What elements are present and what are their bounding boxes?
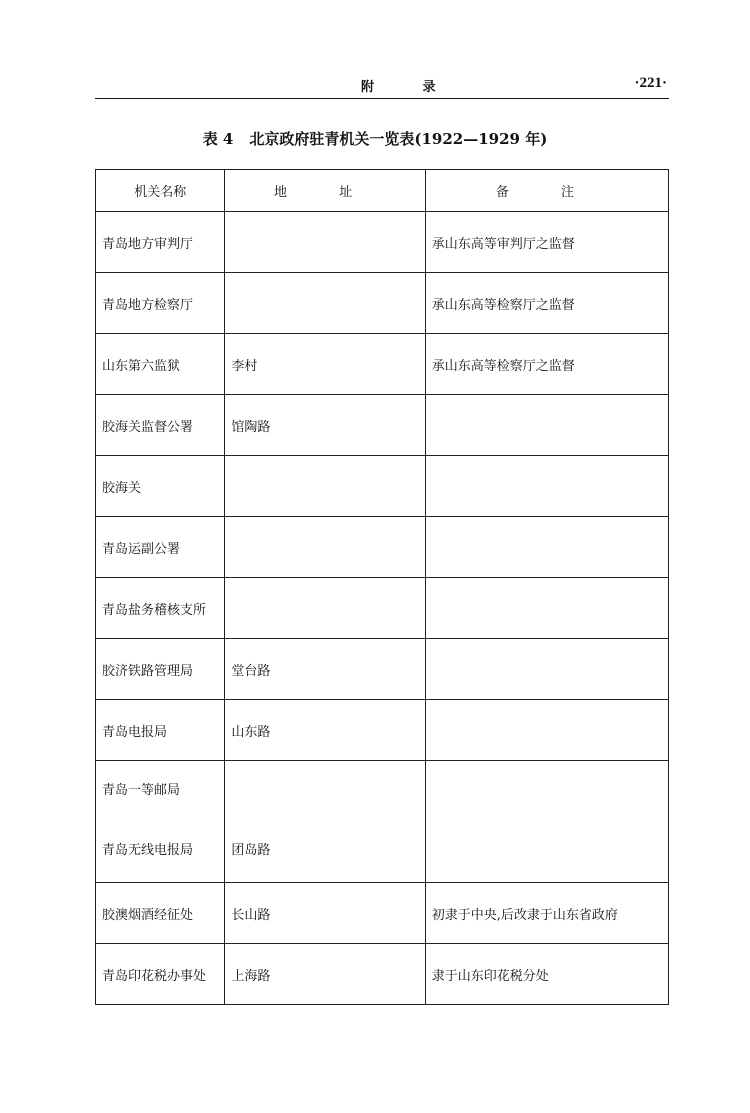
cell-address: 李村 [225,334,425,395]
cell-address [225,517,425,578]
agencies-table [95,169,669,1005]
cell-address: 山东路 [225,700,425,761]
cell-name: 青岛地方审判厅 [96,212,225,273]
cell-note [425,395,668,456]
table-row [96,212,669,273]
table-row [96,883,669,944]
table-header-row [96,170,669,212]
column-header-name: 机关名称 [96,170,225,212]
cell-name: 胶澳烟酒经征处 [96,883,225,944]
cell-note: 承山东高等检察厅之监督 [425,273,668,334]
cell-address [225,578,425,639]
cell-note [425,639,668,700]
cell-name: 青岛运副公署 [96,517,225,578]
cell-address-line [225,761,424,821]
cell-name: 胶济铁路管理局 [96,639,225,700]
cell-note [425,761,668,883]
cell-address [225,273,425,334]
table-row [96,639,669,700]
cell-note: 隶于山东印花税分处 [425,944,668,1005]
table-row [96,761,669,883]
cell-note [425,517,668,578]
section-title: 附 录 [361,80,458,95]
table-row [96,334,669,395]
cell-name: 青岛印花税办事处 [96,944,225,1005]
table-row [96,456,669,517]
cell-name: 青岛电报局 [96,700,225,761]
cell-name [96,761,225,883]
cell-address [225,456,425,517]
page-number: ·221· [634,75,667,91]
cell-name: 青岛盐务稽核支所 [96,578,225,639]
cell-name: 胶海关 [96,456,225,517]
cell-name-line: 青岛无线电报局 [102,843,194,858]
table-row [96,395,669,456]
cell-note: 承山东高等检察厅之监督 [425,334,668,395]
cell-address: 长山路 [225,883,425,944]
table-row [96,578,669,639]
cell-address: 馆陶路 [225,395,425,456]
table-row [96,700,669,761]
table-row [96,273,669,334]
table-row [96,944,669,1005]
cell-address [225,761,425,883]
cell-address: 上海路 [225,944,425,1005]
table-caption [0,128,750,149]
header-rule [95,98,669,99]
cell-address: 堂台路 [225,639,425,700]
cell-note [425,456,668,517]
table-title: 北京政府驻青机关一览表(1922—1929 年) [249,130,548,148]
column-header-note: 备 注 [425,170,668,212]
cell-name-line: 青岛一等邮局 [102,783,181,798]
cell-name: 山东第六监狱 [96,334,225,395]
column-header-address: 地 址 [225,170,425,212]
cell-note [425,578,668,639]
cell-note [425,700,668,761]
table-row [96,517,669,578]
cell-address-line: 团岛路 [231,843,271,858]
running-header [95,72,669,98]
cell-address [225,212,425,273]
cell-name: 青岛地方检察厅 [96,273,225,334]
cell-name: 胶海关监督公署 [96,395,225,456]
cell-note: 承山东高等审判厅之监督 [425,212,668,273]
table-number: 表 4 [202,130,234,148]
cell-note: 初隶于中央,后改隶于山东省政府 [425,883,668,944]
